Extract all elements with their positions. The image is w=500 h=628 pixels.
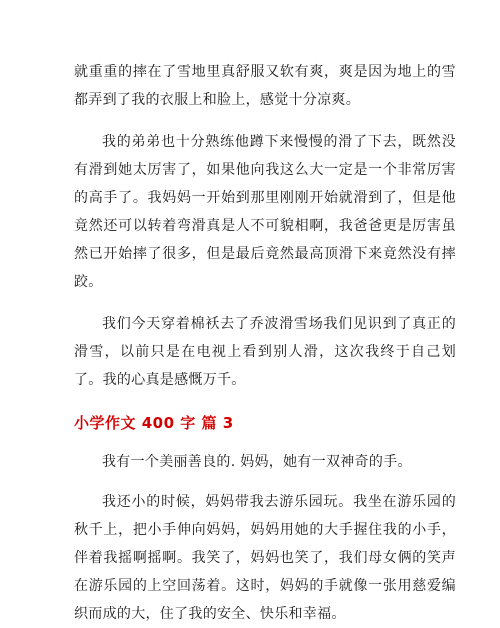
paragraph-ski-resort: 我们今天穿着棉袄去了乔波滑雪场我们见识到了真正的滑雪，以前只是在电视上看到别人滑，这次我终于自己划了。我的心真是感慨万千。 <box>74 316 456 388</box>
paragraph-mother-intro: 我有一个美丽善良的. 妈妈，她有一双神奇的手。 <box>102 454 412 470</box>
section-heading: 小学作文 400 字 篇 3 <box>74 414 234 432</box>
paragraph-continuation: 就重重的摔在了雪地里真舒服又软有爽，爽是因为地上的雪都弄到了我的衣服上和脸上，感觉十分凉爽。 <box>74 64 456 108</box>
paragraph-amusement-park: 我还小的时候，妈妈带我去游乐园玩。我坐在游乐园的秋千上，把小手伸向妈妈，妈妈用她的大手握住我的小手，伴着我摇啊摇啊。我笑了，妈妈也笑了，我们母女俩的笑声在游乐园的上空回荡着。这时，妈妈的手就像一张用慈爱编织而成的大，住了我的安全、快乐和幸福。 <box>74 494 456 622</box>
paragraph-brother: 我的弟弟也十分熟练他蹲下来慢慢的滑了下去，既然没有滑到她太厉害了，如果他向我这么大一定是一个非常厉害的高手了。我妈妈一开始到那里刚刚开始就滑到了，但是他竟然还可以转着弯滑真是人不可貌相啊，我爸爸更是厉害虽然已开始摔了很多，但是最后竟然最高顶滑下来竟然没有摔跤。 <box>74 134 456 290</box>
